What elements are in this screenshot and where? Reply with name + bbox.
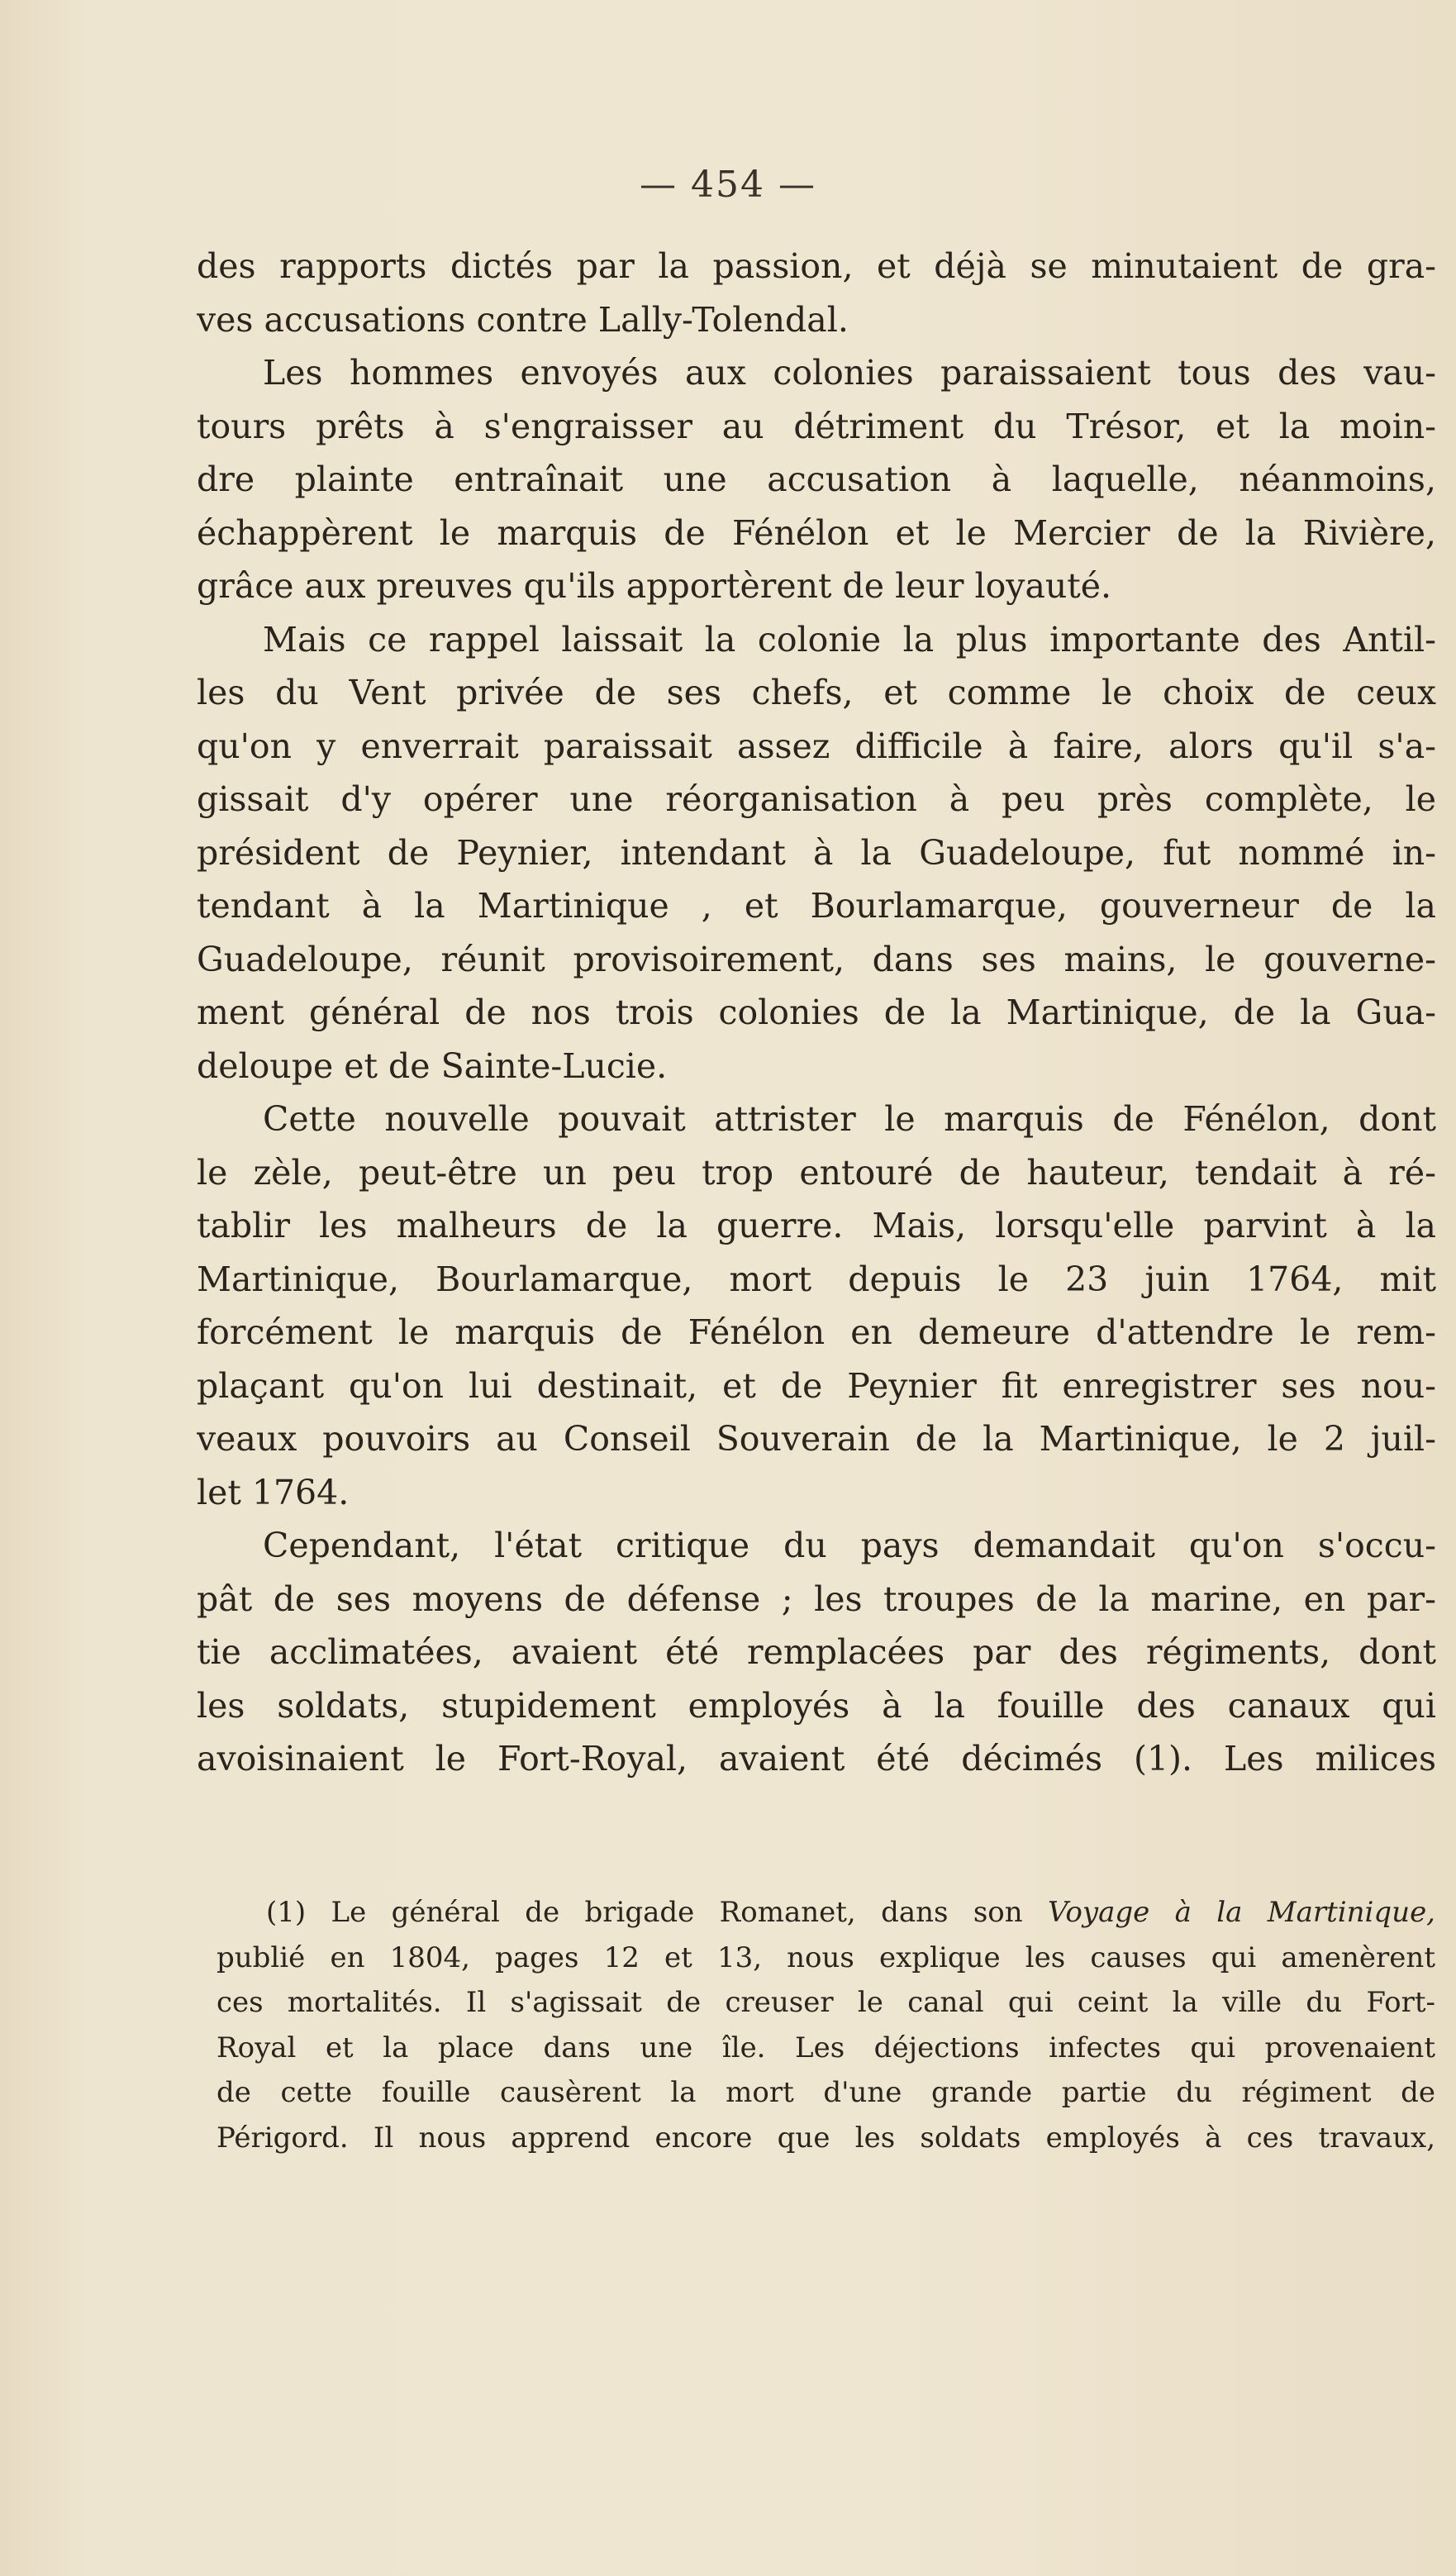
text-line: Cette nouvelle pouvait attrister le marquis de Fénélon, dont — [263, 1099, 1436, 1139]
text-line: Les hommes envoyés aux colonies paraissaient tous des vau- — [263, 353, 1436, 393]
text-line: Mais ce rappel laissait la colonie la plus importante des Antil- — [263, 619, 1436, 659]
text-line: échappèrent le marquis de Fénélon et le Mercier de la Rivière, — [197, 512, 1436, 553]
text-line: les du Vent privée de ses chefs, et comme le choix de ceux — [197, 673, 1436, 712]
text-line: qu'on y enverrait paraissait assez difficile à faire, alors qu'il s'a- — [197, 726, 1436, 766]
text-line: forcément le marquis de Fénélon en demeure d'attendre le rem- — [197, 1312, 1436, 1352]
text-line: des rapports dictés par la passion, et déjà se minutaient de gra- — [197, 246, 1436, 286]
text-line: les soldats, stupidement employés à la fouille des canaux qui — [197, 1685, 1436, 1726]
text-line: tie acclimatées, avaient été remplacées par des régiments, dont — [197, 1632, 1436, 1672]
text-line: veaux pouvoirs au Conseil Souverain de la Martinique, le 2 juil- — [197, 1419, 1436, 1459]
footnote-line: Royal et la place dans une île. Les déjections infectes qui provenaient — [216, 2031, 1435, 2064]
footnote-book-title: Voyage à la Martinique, — [1048, 1896, 1435, 1929]
text-line: pât de ses moyens de défense ; les troupes de la marine, en par- — [197, 1578, 1436, 1619]
footnote-line: ces mortalités. Il s'agissait de creuser le canal qui ceint la ville du Fort- — [216, 1986, 1435, 2020]
text-line: Martinique, Bourlamarque, mort depuis le 23 juin 1764, mit — [197, 1259, 1436, 1299]
text-line: deloupe et de Sainte-Lucie. — [197, 1045, 668, 1086]
footnote — [216, 1890, 1435, 2161]
text-line: grâce aux preuves qu'ils apportèrent de leur loyauté. — [197, 566, 1112, 606]
text-line: tendant à la Martinique , et Bourlamarque, gouverneur de la — [197, 886, 1436, 926]
text-line: ves accusations contre Lally-Tolendal. — [197, 299, 849, 340]
text-line: Guadeloupe, réunit provisoirement, dans ses mains, le gouverne- — [197, 939, 1436, 979]
footnote-line: Périgord. Il nous apprend encore que les soldats employés à ces travaux, — [216, 2121, 1435, 2155]
text-line: let 1764. — [197, 1472, 350, 1512]
footnote-text: (1) Le général de brigade Romanet, dans son — [266, 1896, 1048, 1929]
text-line: dre plainte entraînait une accusation à laquelle, néanmoins, — [197, 459, 1436, 499]
page-number: — 454 — — [640, 164, 816, 206]
text-line: le zèle, peut-être un peu trop entouré de hauteur, tendait à ré- — [197, 1152, 1436, 1193]
text-line: Cependant, l'état critique du pays demandait qu'on s'occu- — [263, 1526, 1436, 1565]
footnote-line: de cette fouille causèrent la mort d'une grande partie du régiment de — [216, 2076, 1435, 2110]
text-line: président de Peynier, intendant à la Guadeloupe, fut nommé in- — [197, 832, 1436, 873]
text-line: plaçant qu'on lui destinait, et de Peynier fit enregistrer ses nou- — [197, 1365, 1436, 1406]
text-line: tablir les malheurs de la guerre. Mais, lorsqu'elle parvint à la — [197, 1206, 1436, 1245]
footnote-line: publié en 1804, pages 12 et 13, nous explique les causes qui amenèrent — [216, 1940, 1435, 1974]
body-text — [197, 240, 1436, 1786]
text-line: gissait d'y opérer une réorganisation à peu près complète, le — [197, 779, 1436, 819]
footnote-line — [216, 1890, 1435, 1936]
text-line: ment général de nos trois colonies de la Martinique, de la Gua- — [197, 993, 1436, 1032]
text-line: avoisinaient le Fort-Royal, avaient été décimés (1). Les milices — [197, 1739, 1436, 1778]
text-line: tours prêts à s'engraisser au détriment du Trésor, et la moin- — [197, 406, 1436, 446]
